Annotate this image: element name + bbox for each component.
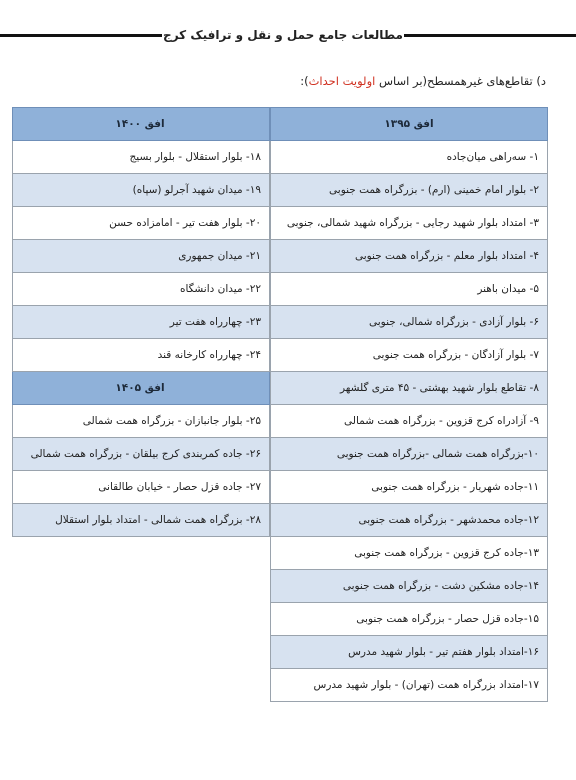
table-row: ۷- بلوار آزادگان - بزرگراه همت جنوبی: [271, 339, 548, 372]
table-row: ۲۱- میدان جمهوری: [13, 240, 270, 273]
table-row: ۲۵- بلوار جانبازان - بزرگراه همت شمالی: [13, 405, 270, 438]
table-row: ۳- امتداد بلوار شهید رجایی - بزرگراه شهید شمالی، جنوبی: [271, 207, 548, 240]
section-heading-highlight: اولویت احداث: [308, 74, 376, 88]
table-row: ۹- آزادراه کرج قزوین - بزرگراه همت شمالی: [271, 405, 548, 438]
table-row: ۱۵-جاده قزل حصار - بزرگراه همت جنوبی: [271, 603, 548, 636]
table-row: ۲۷- جاده قزل حصار - خیابان طالقانی: [13, 471, 270, 504]
table-row: ۱۸- بلوار استقلال - بلوار بسیج: [13, 141, 270, 174]
table-row: ۵- میدان باهنر: [271, 273, 548, 306]
header-horizon-1405: افق ۱۴۰۵: [13, 372, 270, 405]
table-row: ۲- بلوار امام خمینی (ارم) - بزرگراه همت جنوبی: [271, 174, 548, 207]
table-row: ۱۷-امتداد بزرگراه همت (تهران) - بلوار شهید مدرس: [271, 669, 548, 702]
table-row: ۱۱-جاده شهریار - بزرگراه همت جنوبی: [271, 471, 548, 504]
table-horizon-1395: [270, 107, 548, 702]
page-title: مطالعات جامع حمل و نقل و ترافیک کرج: [163, 28, 403, 42]
table-row: ۲۰- بلوار هفت تیر - امامزاده حسن: [13, 207, 270, 240]
table-row: ۲۶- جاده کمربندی کرج بیلقان - بزرگراه همت شمالی: [13, 438, 270, 471]
table-row: ۱۴-جاده مشکین دشت - بزرگراه همت جنوبی: [271, 570, 548, 603]
table-row: ۴- امتداد بلوار معلم - بزرگراه همت جنوبی: [271, 240, 548, 273]
section-heading-suffix: ):: [300, 74, 309, 88]
table-horizon-1400-1405: [12, 107, 270, 537]
table-row: ۱۰-بزرگراه همت شمالی -بزرگراه همت جنوبی: [271, 438, 548, 471]
table-row: ۱۹- میدان شهید آجرلو (سپاه): [13, 174, 270, 207]
table-row: ۱- سه‌راهی میان‌جاده: [271, 141, 548, 174]
section-heading-prefix: د) تقاطع‌های غیرهمسطح(بر اساس: [375, 74, 546, 88]
table-row: ۲۴- چهارراه کارخانه قند: [13, 339, 270, 372]
header-rule-right: [404, 34, 576, 37]
header-horizon-1395: افق ۱۳۹۵: [271, 108, 548, 141]
table-row: ۶- بلوار آزادی - بزرگراه شمالی، جنوبی: [271, 306, 548, 339]
table-row: ۲۸- بزرگراه همت شمالی - امتداد بلوار استقلال: [13, 504, 270, 537]
table-row: ۲۲- میدان دانشگاه: [13, 273, 270, 306]
table-row: ۸- تقاطع بلوار شهید بهشتی - ۴۵ متری گلشهر: [271, 372, 548, 405]
header-horizon-1400: افق ۱۴۰۰: [13, 108, 270, 141]
page-header: [0, 24, 576, 48]
table-row: ۲۳- چهارراه هفت تیر: [13, 306, 270, 339]
header-rule-left: [0, 34, 162, 37]
table-row: ۱۲-جاده محمدشهر - بزرگراه همت جنوبی: [271, 504, 548, 537]
table-row: ۱۳-جاده کرج قزوین - بزرگراه همت جنوبی: [271, 537, 548, 570]
table-row: ۱۶-امتداد بلوار هفتم تیر - بلوار شهید مدرس: [271, 636, 548, 669]
section-heading: [300, 74, 546, 88]
